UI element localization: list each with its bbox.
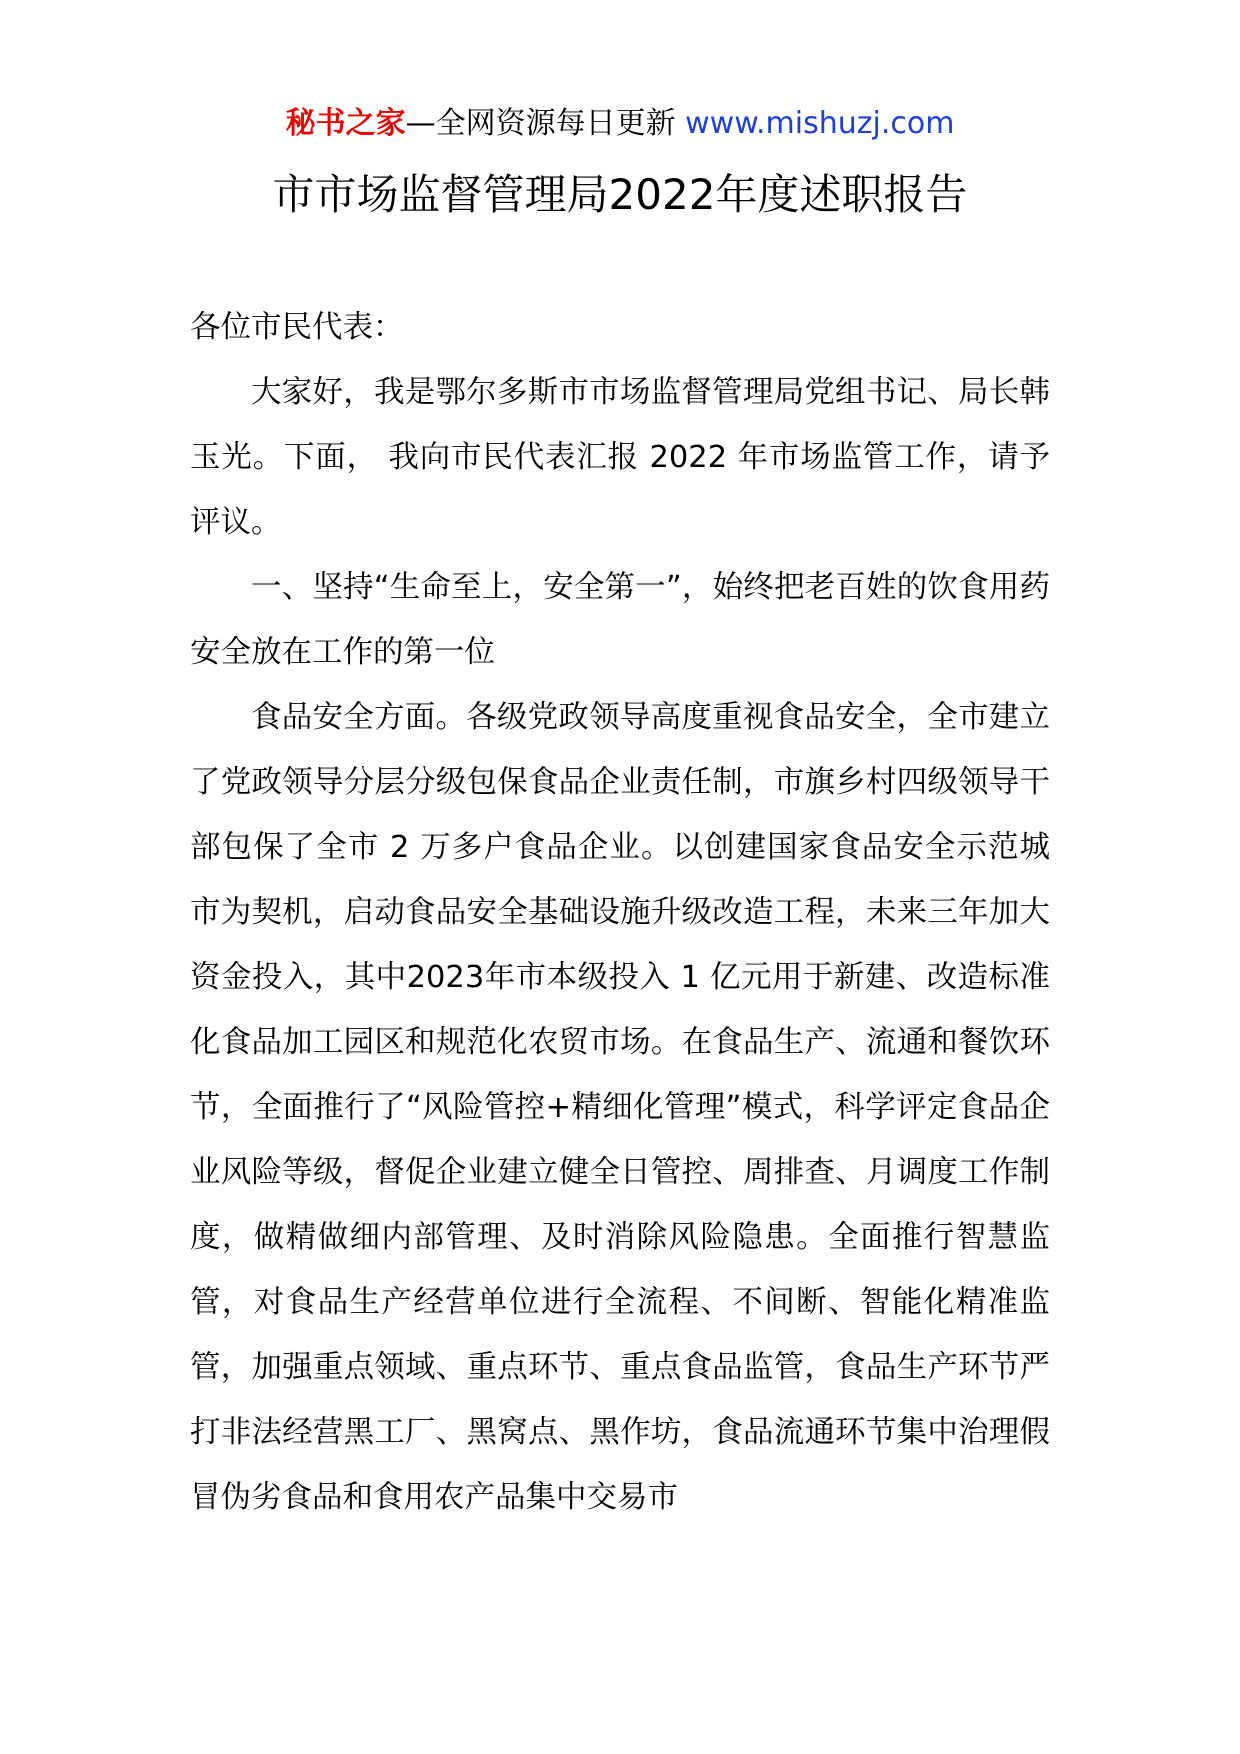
section-heading-1: 一、坚持“生命至上，安全第一”，始终把老百姓的饮食用药安全放在工作的第一位 bbox=[190, 570, 1050, 670]
site-tagline: —全网资源每日更新 bbox=[405, 106, 676, 141]
site-url-link[interactable]: www.mishuzj.com bbox=[685, 106, 955, 141]
paragraph-food-safety: 食品安全方面。各级党政领导高度重视食品安全，全市建立了党政领导分层分级包保食品企业责任制，市旗乡村四级领导干部包保了全市 2 万多户食品企业。以创建国家食品安全示范城市为契机，启动食品安全基础设施升级改造工程，未来三年加大资金投入，其中2023年市本级投入 1 亿元用于新建、改造标准化食品加工园区和规范化农贸市场。在食品生产、流通和餐饮环节，全面推行了“风险管控+精细化管理”模式，科学评定食品企业风险等级，督促企业建立健全日管控、周排查、月调度工作制度，做精做细内部管理、及时消除风险隐患。全面推行智慧监管，对食品生产经营单位进行全流程、不间断、智能化精准监管，加强重点领域、重点环节、重点食品监管，食品生产环节严打非法经营黑工厂、黑窝点、黑作坊，食品流通环节集中治理假冒伪劣食品和食用农产品集中交易市 bbox=[190, 700, 1050, 1515]
site-header bbox=[0, 100, 1240, 148]
salutation: 各位市民代表： bbox=[190, 310, 404, 345]
paragraph-intro: 大家好，我是鄂尔多斯市市场监督管理局党组书记、局长韩玉光。下面， 我向市民代表汇报 2022 年市场监管工作，请予评议。 bbox=[190, 375, 1050, 540]
site-brand: 秘书之家 bbox=[285, 106, 406, 141]
document-body bbox=[190, 295, 1050, 1530]
document-title: 市市场监督管理局2022年度述职报告 bbox=[272, 170, 968, 219]
